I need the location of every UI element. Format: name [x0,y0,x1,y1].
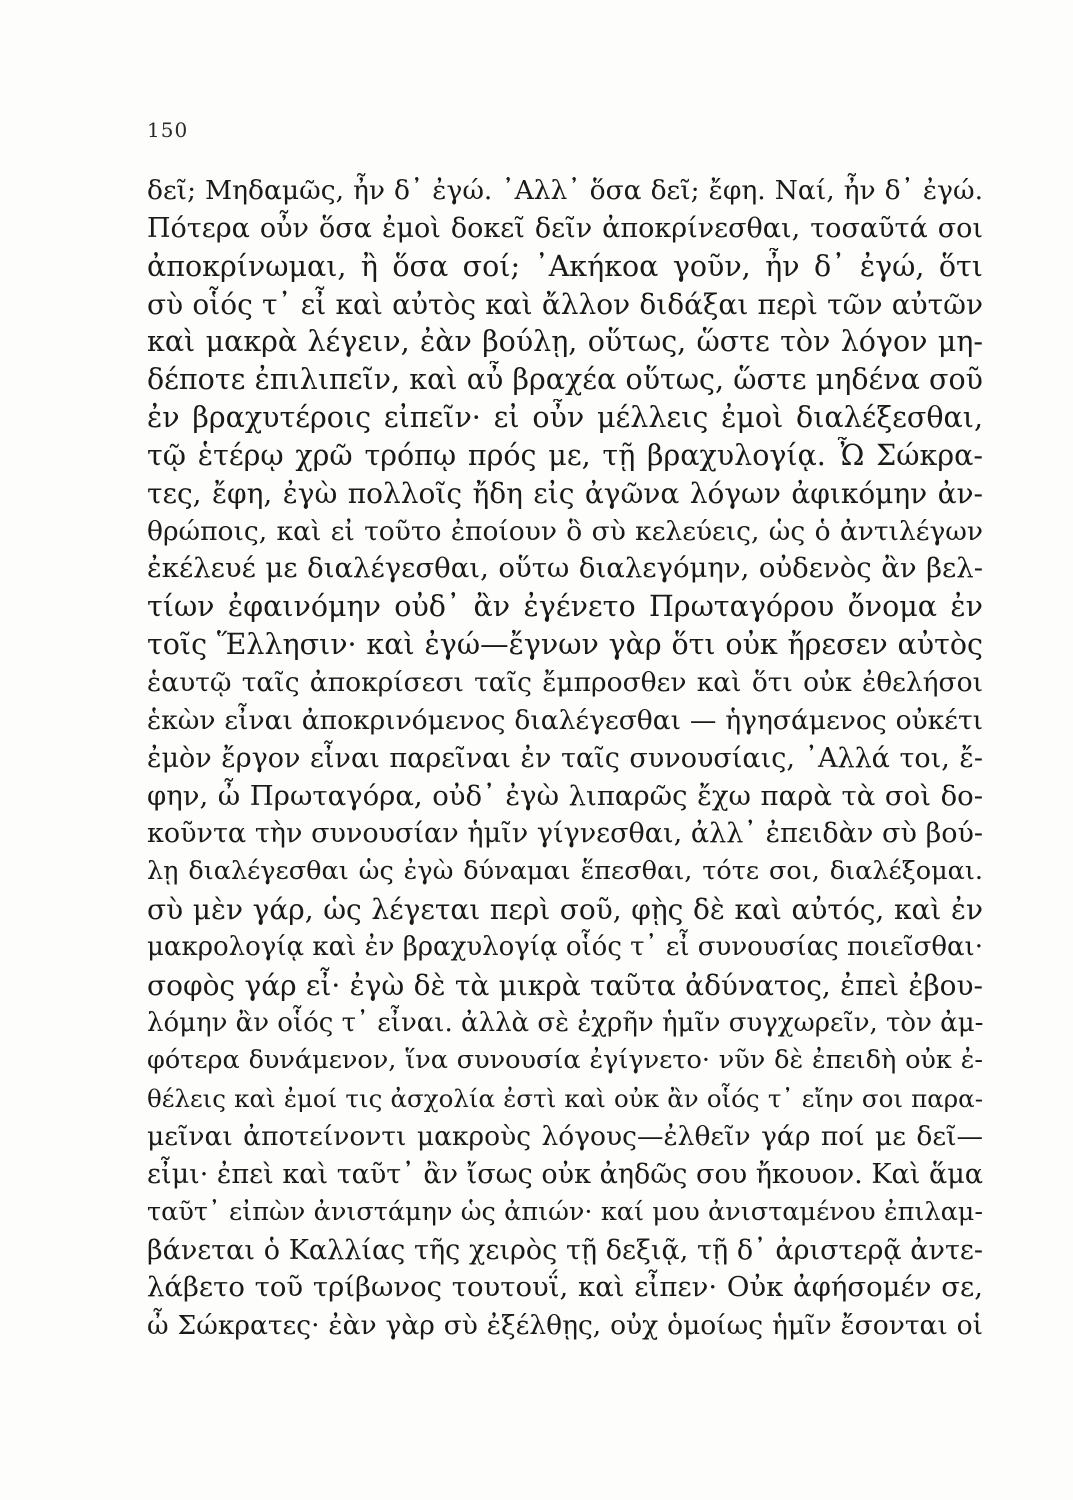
text-line: φην, ὦ Πρωταγόρα, οὐδ᾽ ἐγὼ λιπαρῶς ἔχω παρὰ τὰ σοὶ δο- [147,779,983,812]
text-line: μεῖναι ἀποτείνοντι μακροὺς λόγους—ἐλθεῖν γάρ ποί με δεῖ— [147,1121,983,1153]
text-line: φότερα δυνάμενον, ἵνα συνουσία ἐγίγνετο· νῦν δὲ ἐπειδὴ οὐκ ἐ- [147,1045,983,1076]
text-line: τῷ ἑτέρῳ χρῶ τρόπῳ πρός με, τῇ βραχυλογίᾳ. Ὦ Σώκρα- [147,438,983,472]
text-line: δέποτε ἐπιλιπεῖν, καὶ αὖ βραχέα οὕτως, ὥστε μηδένα σοῦ [147,363,983,397]
text-line: ἐμὸν ἔργον εἶναι παρεῖναι ἐν ταῖς συνουσίαις, ᾽Αλλά τοι, ἔ- [147,742,983,774]
text-line: καὶ μακρὰ λέγειν, ἐὰν βούλῃ, οὕτως, ὥστε τὸν λόγον μη- [147,325,983,359]
text-line: σὺ μὲν γάρ, ὡς λέγεται περὶ σοῦ, φῂς δὲ καὶ αὐτός, καὶ ἐν [147,893,983,927]
text-line: ὦ Σώκρατες· ἐὰν γὰρ σὺ ἐξέλθῃς, οὐχ ὁμοίως ἡμῖν ἔσονται οἱ [147,1310,983,1342]
text-line: σὺ οἷός τ᾽ εἶ καὶ αὐτὸς καὶ ἄλλον διδάξαι περὶ τῶν αὐτῶν [147,287,983,321]
text-line: σοφὸς γάρ εἶ· ἐγὼ δὲ τὰ μικρὰ ταῦτα ἀδύνατος, ἐπεὶ ἐβου- [147,968,983,1002]
text-line: Πότερα οὖν ὅσα ἐμοὶ δοκεῖ δεῖν ἀποκρίνεσθαι, τοσαῦτά σοι [147,212,983,244]
body-text [147,172,983,1345]
text-line: λάβετο τοῦ τρίβωνος τουτουΐ, καὶ εἶπεν· Οὐκ ἀφήσομέν σε, [147,1271,983,1304]
text-line: λόμην ἂν οἷός τ᾽ εἶναι. ἀλλὰ σὲ ἐχρῆν ἡμῖν συγχωρεῖν, τὸν ἀμ- [147,1007,983,1038]
text-line: τες, ἔφη, ἐγὼ πολλοῖς ἤδη εἰς ἀγῶνα λόγων ἀφικόμην ἀν- [147,476,983,510]
text-line: λῃ διαλέγεσθαι ὡς ἐγὼ δύναμαι ἕπεσθαι, τότε σοι, διαλέξομαι. [147,856,983,887]
text-line: βάνεται ὁ Καλλίας τῆς χειρὸς τῇ δεξιᾷ, τῇ δ᾽ ἀριστερᾷ ἀντε- [147,1234,983,1266]
text-line: μακρολογίᾳ καὶ ἐν βραχυλογίᾳ οἷός τ᾽ εἶ συνουσίας ποιεῖσθαι· [147,931,983,962]
text-line: κοῦντα τὴν συνουσίαν ἡμῖν γίγνεσθαι, ἀλλ᾽ ἐπειδὰν σὺ βού- [147,818,983,850]
text-line: ταῦτ᾽ εἰπὼν ἀνιστάμην ὡς ἀπιών· καί μου ἀνισταμένου ἐπιλαμ- [147,1196,983,1227]
text-line: ἐν βραχυτέροις εἰπεῖν· εἰ οὖν μέλλεις ἐμοὶ διαλέξεσθαι, [147,401,983,435]
text-line: ἐκέλευέ με διαλέγεσθαι, οὕτω διαλεγόμην, οὐδενὸς ἂν βελ- [147,552,983,585]
text-line: τοῖς Ἕλλησιν· καὶ ἐγώ—ἔγνων γὰρ ὅτι οὐκ ἤρεσεν αὐτὸς [147,628,983,662]
text-line: δεῖ; Μηδαμῶς, ἦν δ᾽ ἐγώ. ᾽Αλλ᾽ ὅσα δεῖ; ἔφη. Ναί, ἦν δ᾽ ἐγώ. [147,175,983,206]
text-line: θέλεις καὶ ἐμοί τις ἀσχολία ἐστὶ καὶ οὐκ ἂν οἷός τ᾽ εἴην σοι παρα- [147,1084,983,1114]
text-line: ἑαυτῷ ταῖς ἀποκρίσεσι ταῖς ἔμπροσθεν καὶ ὅτι οὐκ ἐθελήσοι [147,666,983,698]
text-line: τίων ἐφαινόμην οὐδ᾽ ἂν ἐγένετο Πρωταγόρου ὄνομα ἐν [147,590,983,624]
text-line: εἶμι· ἐπεὶ καὶ ταῦτ᾽ ἂν ἴσως οὐκ ἀηδῶς σου ἤκουον. Καὶ ἅμα [147,1158,983,1190]
text-line: ἑκὼν εἶναι ἀποκρινόμενος διαλέγεσθαι — ἡγησάμενος οὐκέτι [147,704,983,736]
text-line: ἀποκρίνωμαι, ἢ ὅσα σοί; ᾽Ακήκοα γοῦν, ἦν δ᾽ ἐγώ, ὅτι [147,249,983,283]
page-number: 150 [147,118,189,142]
text-line: θρώποις, καὶ εἰ τοῦτο ἐποίουν ὃ σὺ κελεύεις, ὡς ὁ ἀντιλέγων [147,515,983,547]
